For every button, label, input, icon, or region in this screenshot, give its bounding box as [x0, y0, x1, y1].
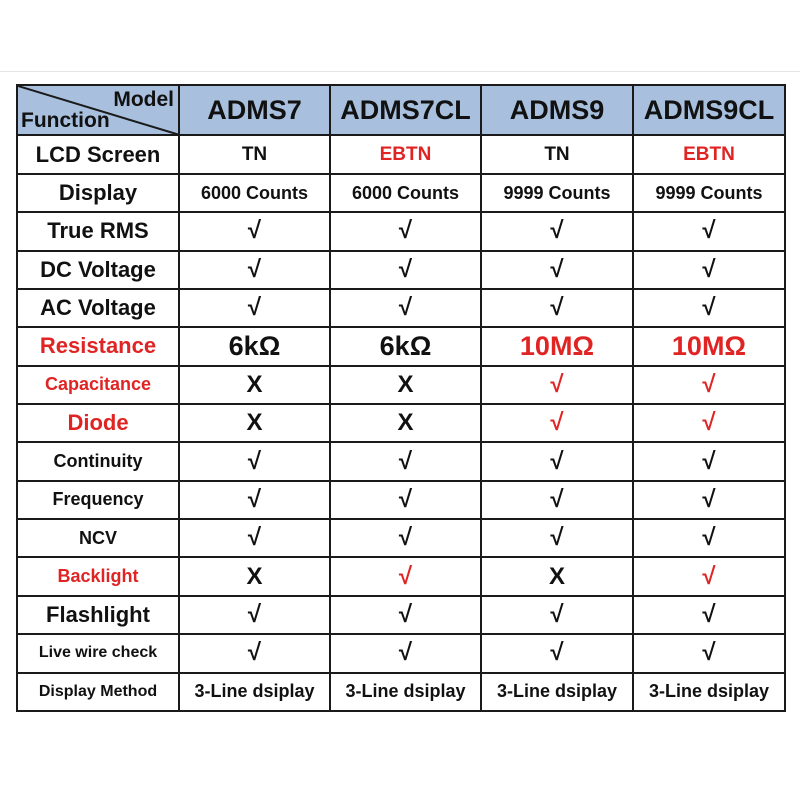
- check-mark: √: [633, 289, 785, 327]
- value-cell: 3-Line dsiplay: [330, 673, 481, 712]
- value-cell: EBTN: [330, 135, 481, 173]
- value-cell: 9999 Counts: [633, 174, 785, 212]
- corner-header-cell: [17, 85, 179, 135]
- function-label: True RMS: [17, 212, 179, 250]
- check-mark: √: [179, 634, 330, 672]
- check-mark: √: [179, 289, 330, 327]
- cross-mark: X: [330, 366, 481, 404]
- cross-mark: X: [179, 404, 330, 442]
- check-mark: √: [330, 519, 481, 557]
- function-label: Live wire check: [17, 634, 179, 672]
- value-cell: 6kΩ: [179, 327, 330, 365]
- function-label: Display: [17, 174, 179, 212]
- check-mark: √: [633, 404, 785, 442]
- value-cell: TN: [481, 135, 633, 173]
- check-mark: √: [179, 212, 330, 250]
- row-continuity: [17, 442, 785, 480]
- check-mark: √: [179, 442, 330, 480]
- row-live-wire-check: [17, 634, 785, 672]
- check-mark: √: [481, 596, 633, 634]
- check-mark: √: [633, 212, 785, 250]
- row-lcd-screen: [17, 135, 785, 173]
- function-label: Capacitance: [17, 366, 179, 404]
- row-resistance: [17, 327, 785, 365]
- function-label: Frequency: [17, 481, 179, 519]
- check-mark: √: [633, 557, 785, 595]
- header-row: [17, 85, 785, 135]
- model-header-adms9cl: ADMS9CL: [633, 85, 785, 135]
- corner-function-label: Function: [21, 109, 110, 133]
- check-mark: √: [179, 251, 330, 289]
- value-cell: 6kΩ: [330, 327, 481, 365]
- value-cell: 3-Line dsiplay: [179, 673, 330, 712]
- row-capacitance: [17, 366, 785, 404]
- function-label: Resistance: [17, 327, 179, 365]
- value-cell: 6000 Counts: [330, 174, 481, 212]
- value-cell: 3-Line dsiplay: [481, 673, 633, 712]
- row-diode: [17, 404, 785, 442]
- function-label: Flashlight: [17, 596, 179, 634]
- check-mark: √: [481, 366, 633, 404]
- cross-mark: X: [179, 366, 330, 404]
- comparison-table: [16, 84, 786, 712]
- check-mark: √: [633, 366, 785, 404]
- value-cell: 9999 Counts: [481, 174, 633, 212]
- check-mark: √: [633, 596, 785, 634]
- cross-mark: X: [179, 557, 330, 595]
- check-mark: √: [179, 596, 330, 634]
- value-cell: 3-Line dsiplay: [633, 673, 785, 712]
- function-label: AC Voltage: [17, 289, 179, 327]
- check-mark: √: [330, 481, 481, 519]
- function-label: NCV: [17, 519, 179, 557]
- check-mark: √: [179, 519, 330, 557]
- check-mark: √: [330, 289, 481, 327]
- model-header-adms7cl: ADMS7CL: [330, 85, 481, 135]
- row-display-method: [17, 673, 785, 712]
- row-flashlight: [17, 596, 785, 634]
- model-header-adms7: ADMS7: [179, 85, 330, 135]
- function-label: Backlight: [17, 557, 179, 595]
- row-true-rms: [17, 212, 785, 250]
- value-cell: 6000 Counts: [179, 174, 330, 212]
- model-header-adms9: ADMS9: [481, 85, 633, 135]
- check-mark: √: [481, 634, 633, 672]
- row-frequency: [17, 481, 785, 519]
- row-display: [17, 174, 785, 212]
- check-mark: √: [330, 442, 481, 480]
- check-mark: √: [481, 212, 633, 250]
- check-mark: √: [481, 481, 633, 519]
- check-mark: √: [179, 481, 330, 519]
- check-mark: √: [330, 596, 481, 634]
- cross-mark: X: [330, 404, 481, 442]
- function-label: Display Method: [17, 673, 179, 712]
- row-ncv: [17, 519, 785, 557]
- function-label: Diode: [17, 404, 179, 442]
- check-mark: √: [330, 251, 481, 289]
- top-divider-line: [0, 71, 800, 72]
- check-mark: √: [633, 442, 785, 480]
- function-label: DC Voltage: [17, 251, 179, 289]
- corner-model-label: Model: [113, 88, 174, 111]
- check-mark: √: [330, 634, 481, 672]
- check-mark: √: [633, 251, 785, 289]
- row-dc-voltage: [17, 251, 785, 289]
- row-backlight: [17, 557, 785, 595]
- check-mark: √: [633, 481, 785, 519]
- value-cell: 10MΩ: [481, 327, 633, 365]
- cross-mark: X: [481, 557, 633, 595]
- value-cell: TN: [179, 135, 330, 173]
- function-label: LCD Screen: [17, 135, 179, 173]
- check-mark: √: [481, 442, 633, 480]
- check-mark: √: [481, 519, 633, 557]
- row-ac-voltage: [17, 289, 785, 327]
- function-label: Continuity: [17, 442, 179, 480]
- check-mark: √: [481, 251, 633, 289]
- check-mark: √: [633, 634, 785, 672]
- value-cell: EBTN: [633, 135, 785, 173]
- check-mark: √: [330, 212, 481, 250]
- check-mark: √: [633, 519, 785, 557]
- value-cell: 10MΩ: [633, 327, 785, 365]
- check-mark: √: [330, 557, 481, 595]
- check-mark: √: [481, 289, 633, 327]
- check-mark: √: [481, 404, 633, 442]
